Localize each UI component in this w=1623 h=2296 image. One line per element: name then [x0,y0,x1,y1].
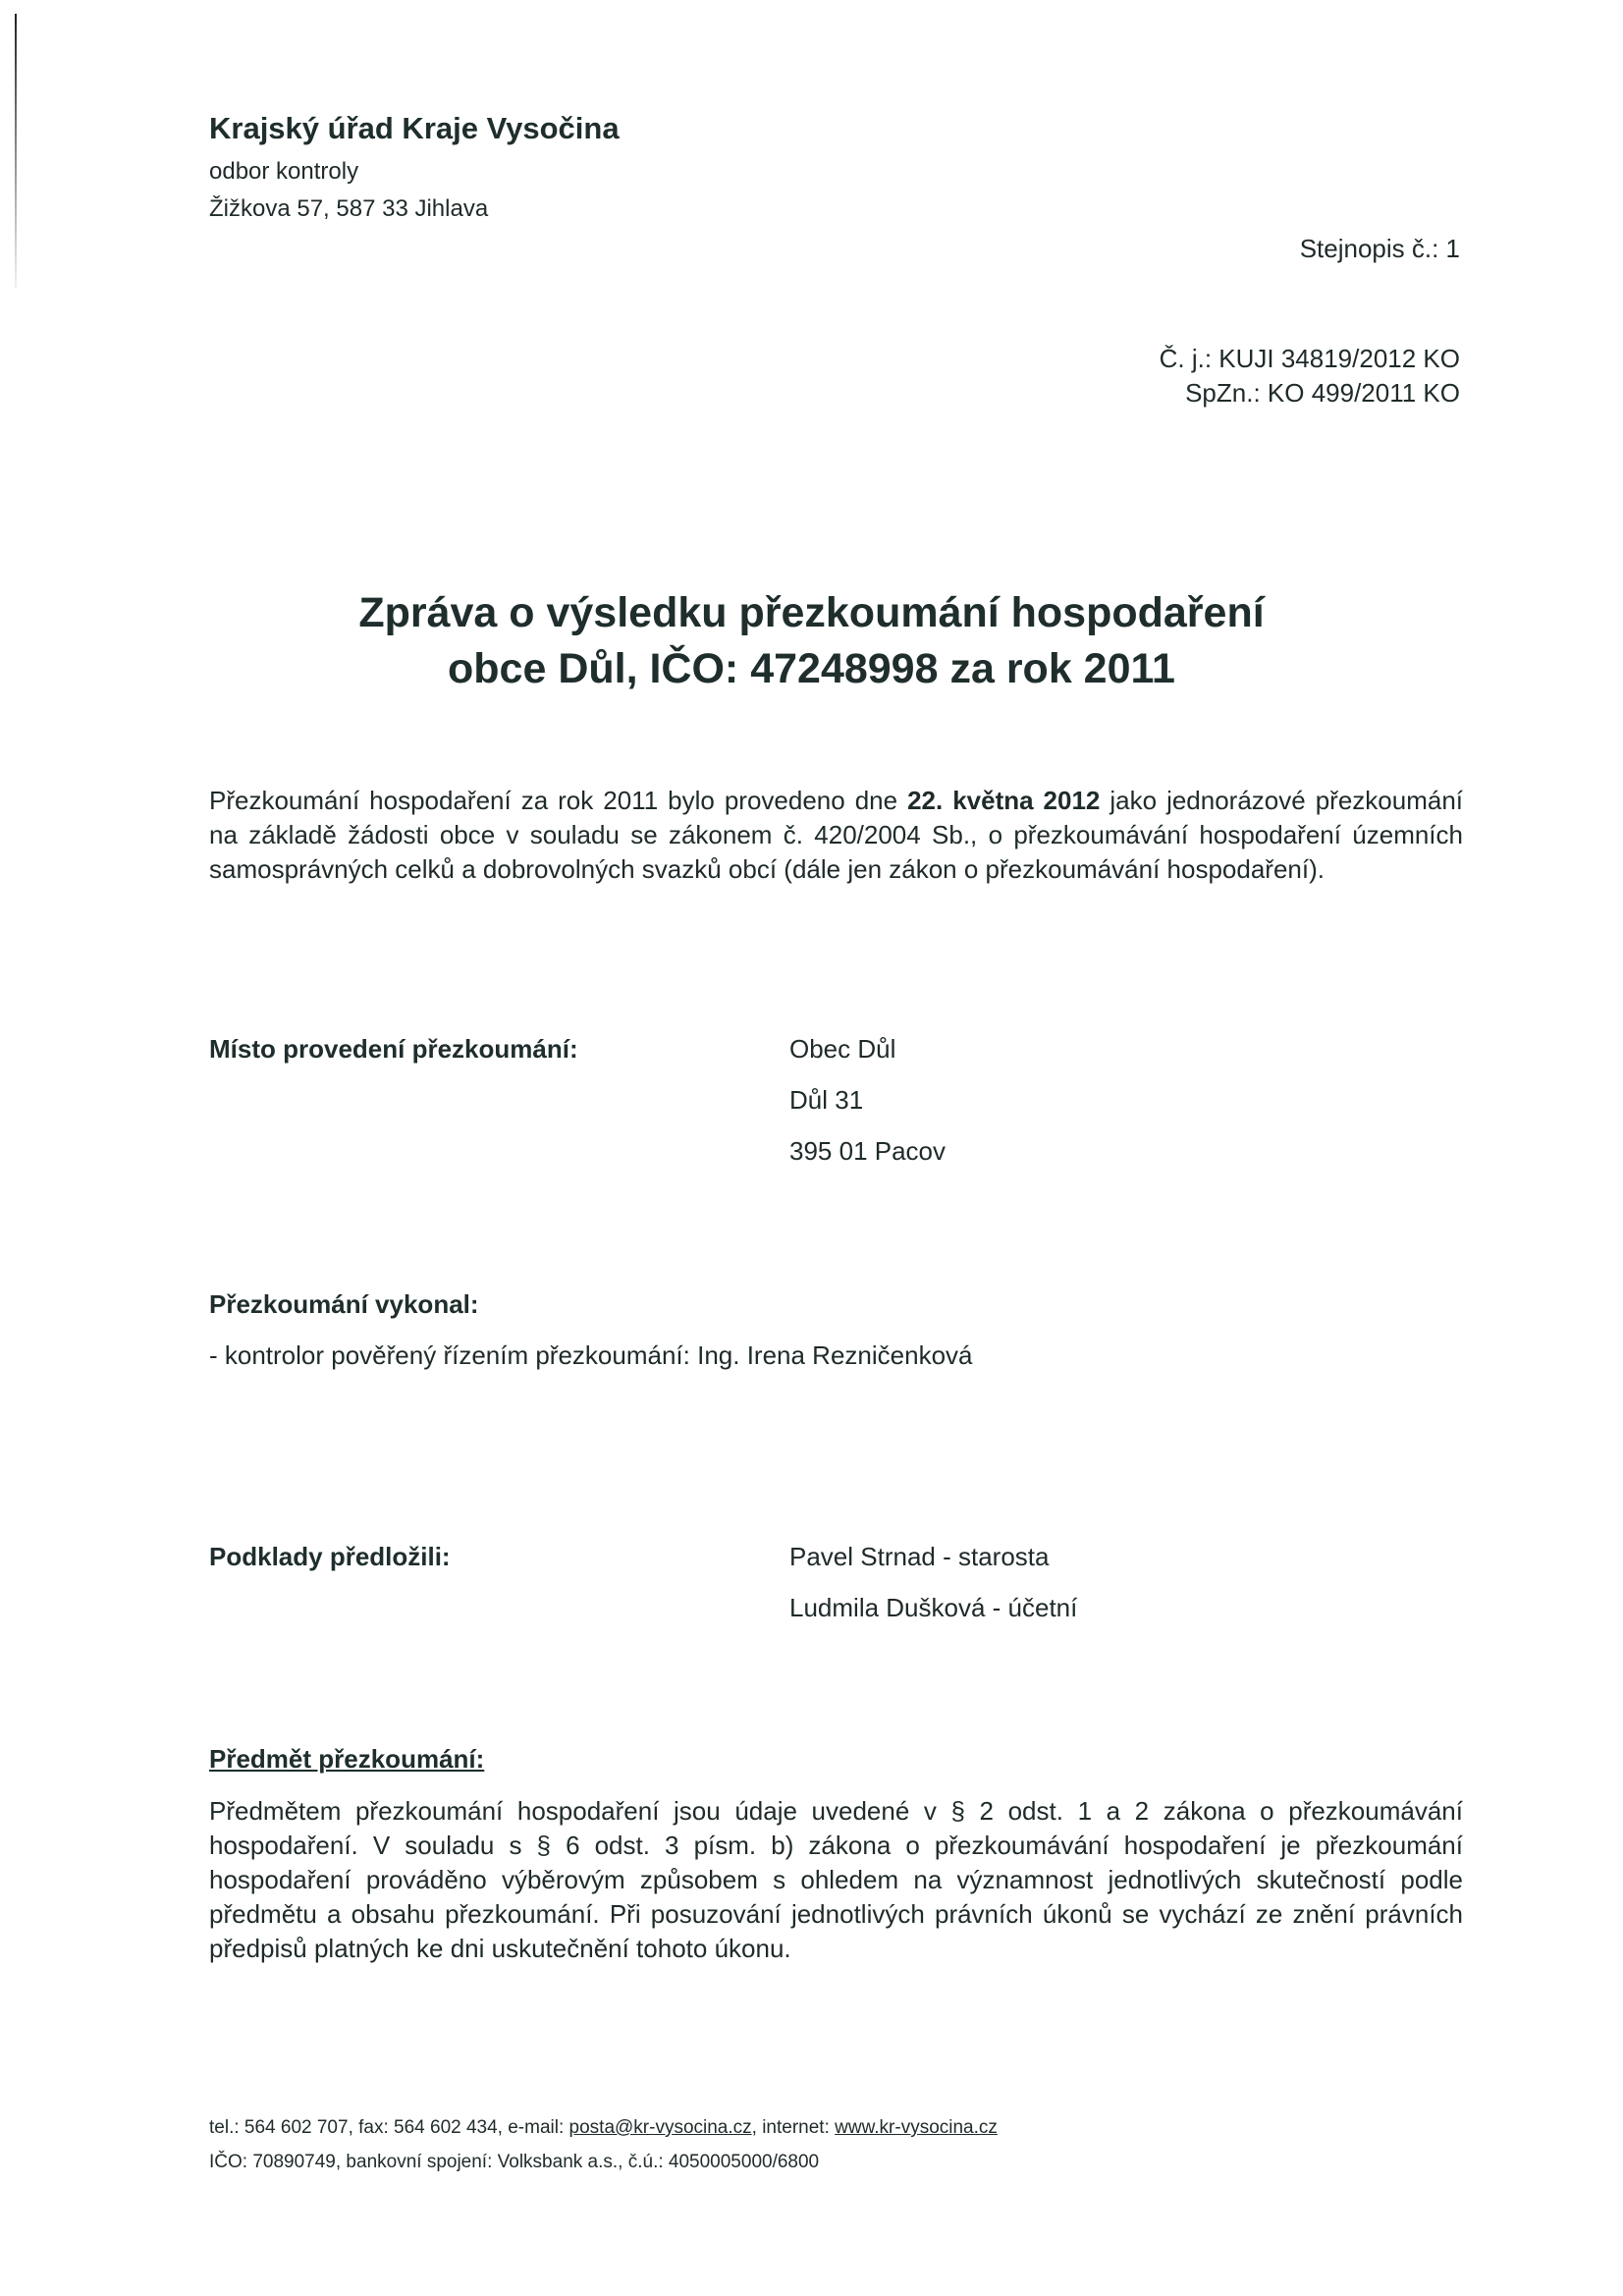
intro-date: 22. května 2012 [907,786,1101,815]
footer-contact [209,2117,998,2139]
subject-paragraph: Předmětem přezkoumání hospodaření jsou údaje uvedené v § 2 odst. 1 a 2 zákona o přezkoumávání hospodaření. V souladu s § 6 odst. 3 písm. b) zákona o přezkoumávání hospodaření je přezkoumání hospodaření prováděno výběrovým způsobem s ohledem na významnost jednotlivých skutečností podle předmětu a obsahu přezkoumání. Při posuzování jednotlivých právních úkonů se vychází ze znění právních předpisů platných ke dni uskutečnění tohoto úkonu. [209,1796,1463,1963]
scan-edge-line [15,14,17,289]
intro-paragraph [209,784,1463,887]
documents-line-2: Ludmila Dušková - účetní [789,1593,1078,1622]
title-line-2: obce Důl, IČO: 47248998 za rok 2011 [448,645,1175,692]
intro-text-before: Přezkoumání hospodaření za rok 2011 bylo provedeno dne [209,786,908,815]
footer-contact-mid: , internet: [751,2117,836,2138]
document-title [0,585,1623,697]
reference-cj: Č. j.: KUJI 34819/2012 KO [1159,344,1460,373]
reference-spzn: SpZn.: KO 499/2011 KO [1185,378,1460,408]
subject-label: Předmět přezkoumání: [209,1744,485,1774]
place-label: Místo provedení přezkoumání: [209,1034,578,1064]
performed-by-line: - kontrolor pověřený řízením přezkoumání: Ing. Irena Rezničenková [209,1340,973,1370]
footer-bank-info: IČO: 70890749, bankovní spojení: Volksbank a.s., č.ú.: 4050005000/6800 [209,2152,820,2172]
footer-website-link[interactable]: www.kr-vysocina.cz [835,2117,998,2138]
copy-number: Stejnopis č.: 1 [1299,234,1460,263]
department: odbor kontroly [209,158,359,185]
place-line-2: Důl 31 [789,1085,864,1115]
reference-numbers [1160,342,1460,410]
performed-by-label: Přezkoumání vykonal: [209,1289,479,1319]
footer-email-link[interactable]: posta@kr-vysocina.cz [568,2117,752,2138]
title-line-1: Zpráva o výsledku přezkoumání hospodaření [358,589,1265,636]
organization-name: Krajský úřad Kraje Vysočina [209,111,620,145]
place-line-3: 395 01 Pacov [789,1136,947,1166]
organization-address: Žižkova 57, 587 33 Jihlava [209,195,489,222]
documents-label: Podklady předložili: [209,1542,451,1571]
footer-contact-prefix: tel.: 564 602 707, fax: 564 602 434, e-mail: [209,2117,569,2138]
place-line-1: Obec Důl [789,1034,896,1064]
documents-line-1: Pavel Strnad - starosta [789,1542,1050,1571]
intro-text-after: jako jednorázové přezkoumání na základě žádosti obce v souladu se zákonem č. 420/2004 Sb., o přezkoumávání hospodaření územních samosprávných celků a dobrovolných svazků obcí (dále jen zákon o přezkoumávání hospodaření). [209,786,1464,884]
